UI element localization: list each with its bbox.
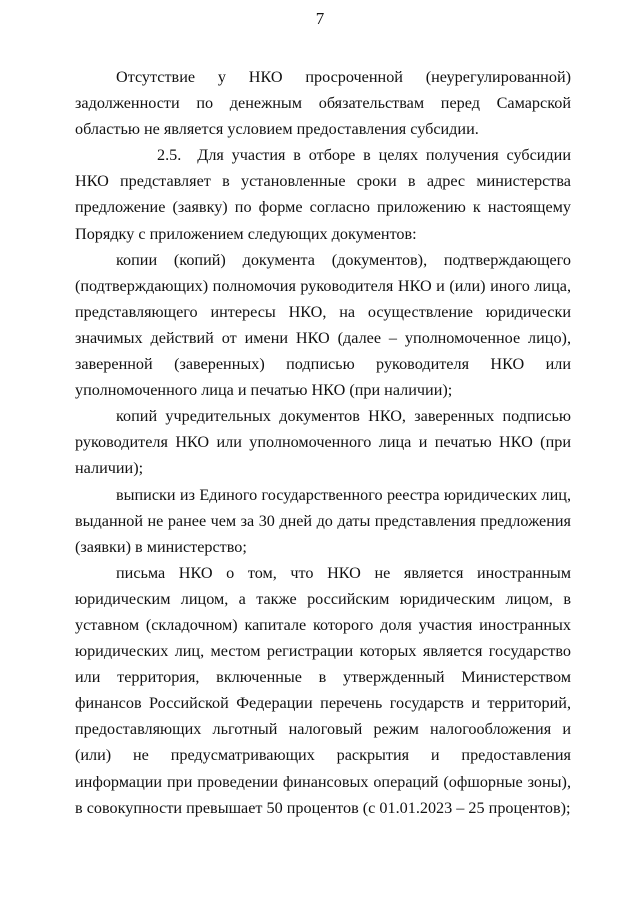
clause-number: 2.5. <box>157 146 182 165</box>
list-item-authority-documents <box>75 247 571 404</box>
paragraph-text: Для участия в отборе в целях получения субсидии НКО представляет в установленные сроки в адрес министерства предложение (заявку) по форме согласно приложению к настоящему Порядку с приложением следующих документов: <box>75 146 571 243</box>
paragraph-debt-condition <box>75 64 571 142</box>
list-item-registry-extract <box>75 482 571 560</box>
page-number: 7 <box>315 9 325 28</box>
paragraph-text: Отсутствие у НКО просроченной (неурегулированной) задолженности по денежным обязательствам перед Самарской областью не является условием предоставления субсидии. <box>75 68 571 139</box>
paragraph-text: копий учредительных документов НКО, заверенных подписью руководителя НКО или уполномоченного лица и печатью НКО (при наличии); <box>75 407 571 478</box>
paragraph-text: копии (копий) документа (документов), подтверждающего (подтверждающих) полномочия руководителя НКО и (или) иного лица, представляющего интересы НКО, на осуществление юридически значимых действий от имени НКО (далее – уполномоченное лицо), заверенной (заверенных) подписью руководителя НКО или уполномоченного лица и печатью НКО (при наличии); <box>75 250 571 400</box>
document-body <box>75 64 571 821</box>
paragraph-clause-2-5 <box>75 142 571 246</box>
list-item-foreign-entity-letter <box>75 560 571 821</box>
paragraph-text: письма НКО о том, что НКО не является иностранным юридическим лицом, а также российским юридическим лицом, в уставном (складочном) капитале которого доля участия иностранных юридических лиц, местом регистрации которых является государство или территория, включенные в утвержденный Министерством финансов Российской Федерации перечень государств и территорий, предоставляющих льготный налоговый режим налогообложения и (или) не предусматривающих раскрытия и предоставления информации при проведении финансовых операций (офшорные зоны), в совокупности превышает 50 процентов (с 01.01.2023 – 25 процентов); <box>75 563 571 817</box>
paragraph-text: выписки из Единого государственного реестра юридических лиц, выданной не ранее чем за 30 дней до даты представления предложения (заявки) в министерство; <box>75 485 571 556</box>
list-item-founding-documents <box>75 403 571 481</box>
